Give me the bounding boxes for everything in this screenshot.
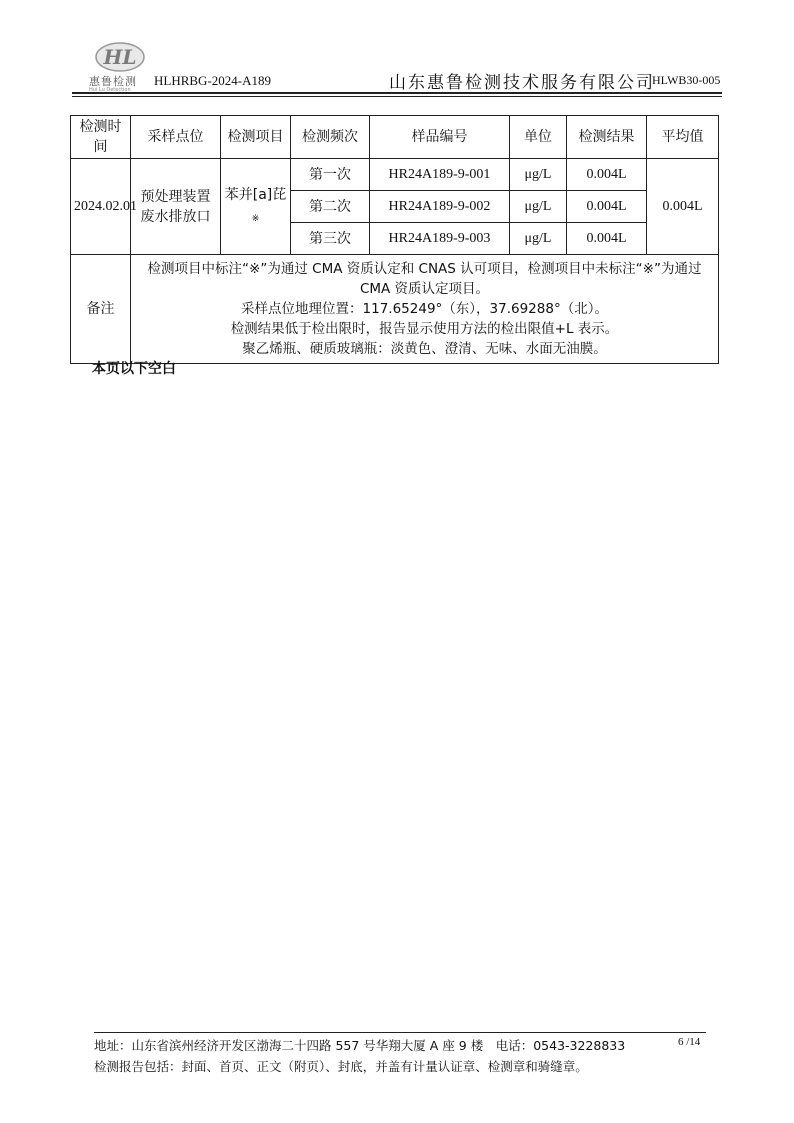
test-item-name: 苯并[a]芘	[224, 186, 287, 203]
header-sample-no: 样品编号	[370, 116, 510, 159]
header-site: 采样点位	[131, 116, 221, 159]
company-name: 山东惠鲁检测技术服务有限公司	[389, 73, 655, 93]
result-cell: 0.004L	[567, 159, 647, 191]
logo-emblem-icon	[90, 40, 150, 74]
average-value: 0.004L	[647, 159, 719, 255]
table-header-row	[71, 116, 719, 159]
remark-line: 检测结果低于检出限时，报告显示使用方法的检出限值+L 表示。	[230, 321, 619, 337]
footer-divider	[94, 1032, 706, 1033]
unit-cell: μg/L	[510, 159, 567, 191]
page-header	[72, 40, 722, 100]
accreditation-mark: ※	[251, 213, 260, 224]
sample-number-cell: HR24A189-9-002	[370, 191, 510, 223]
report-number: HLHRBG-2024-A189	[154, 73, 271, 88]
header-average: 平均值	[647, 116, 719, 159]
results-table	[70, 115, 719, 364]
remark-line: 采样点位地理位置：117.65249°（东），37.69288°（北）。	[241, 301, 608, 317]
result-cell: 0.004L	[567, 191, 647, 223]
sampling-date: 2024.02.01	[71, 159, 131, 255]
remarks-label: 备注	[71, 255, 131, 364]
header-result: 检测结果	[567, 116, 647, 159]
frequency-cell: 第三次	[291, 223, 370, 255]
header-item: 检测项目	[221, 116, 291, 159]
table-row	[71, 159, 719, 191]
remark-line: 检测项目中标注“※”为通过 CMA 资质认定和 CNAS 认可项目，检测项目中未标注“※”为通过 CMA 资质认定项目。	[147, 261, 702, 297]
test-item	[221, 159, 291, 255]
header-unit: 单位	[510, 116, 567, 159]
result-cell: 0.004L	[567, 223, 647, 255]
logo-chinese-name: 惠鲁检测	[89, 75, 137, 88]
header-time: 检测时间	[71, 116, 131, 159]
footer-report-contents: 检测报告包括：封面、首页、正文（附页）、封底，并盖有计量认证章、检测章和骑缝章。	[94, 1059, 588, 1074]
footer-address: 地址：山东省滨州经济开发区渤海二十四路 557 号华翔大厦 A 座 9 楼 电话：0543-3228833	[94, 1038, 626, 1053]
remark-line: 聚乙烯瓶、硬质玻璃瓶：淡黄色、澄清、无味、水面无油膜。	[242, 341, 607, 357]
header-frequency: 检测频次	[291, 116, 370, 159]
document-code: HLWB30-005	[652, 73, 721, 87]
sampling-site: 预处理装置废水排放口	[131, 159, 221, 255]
sample-number-cell: HR24A189-9-001	[370, 159, 510, 191]
blank-below-note: 本页以下空白	[92, 361, 176, 377]
logo-english-name: Hui Lu Detection	[89, 87, 131, 93]
sample-number-cell: HR24A189-9-003	[370, 223, 510, 255]
frequency-cell: 第二次	[291, 191, 370, 223]
header-divider-thin	[72, 96, 722, 97]
header-divider	[72, 92, 722, 94]
remarks-content	[131, 255, 719, 364]
frequency-cell: 第一次	[291, 159, 370, 191]
page-number: 6 /14	[678, 1036, 701, 1048]
unit-cell: μg/L	[510, 223, 567, 255]
remarks-row	[71, 255, 719, 364]
unit-cell: μg/L	[510, 191, 567, 223]
svg-text:HL: HL	[103, 45, 137, 69]
